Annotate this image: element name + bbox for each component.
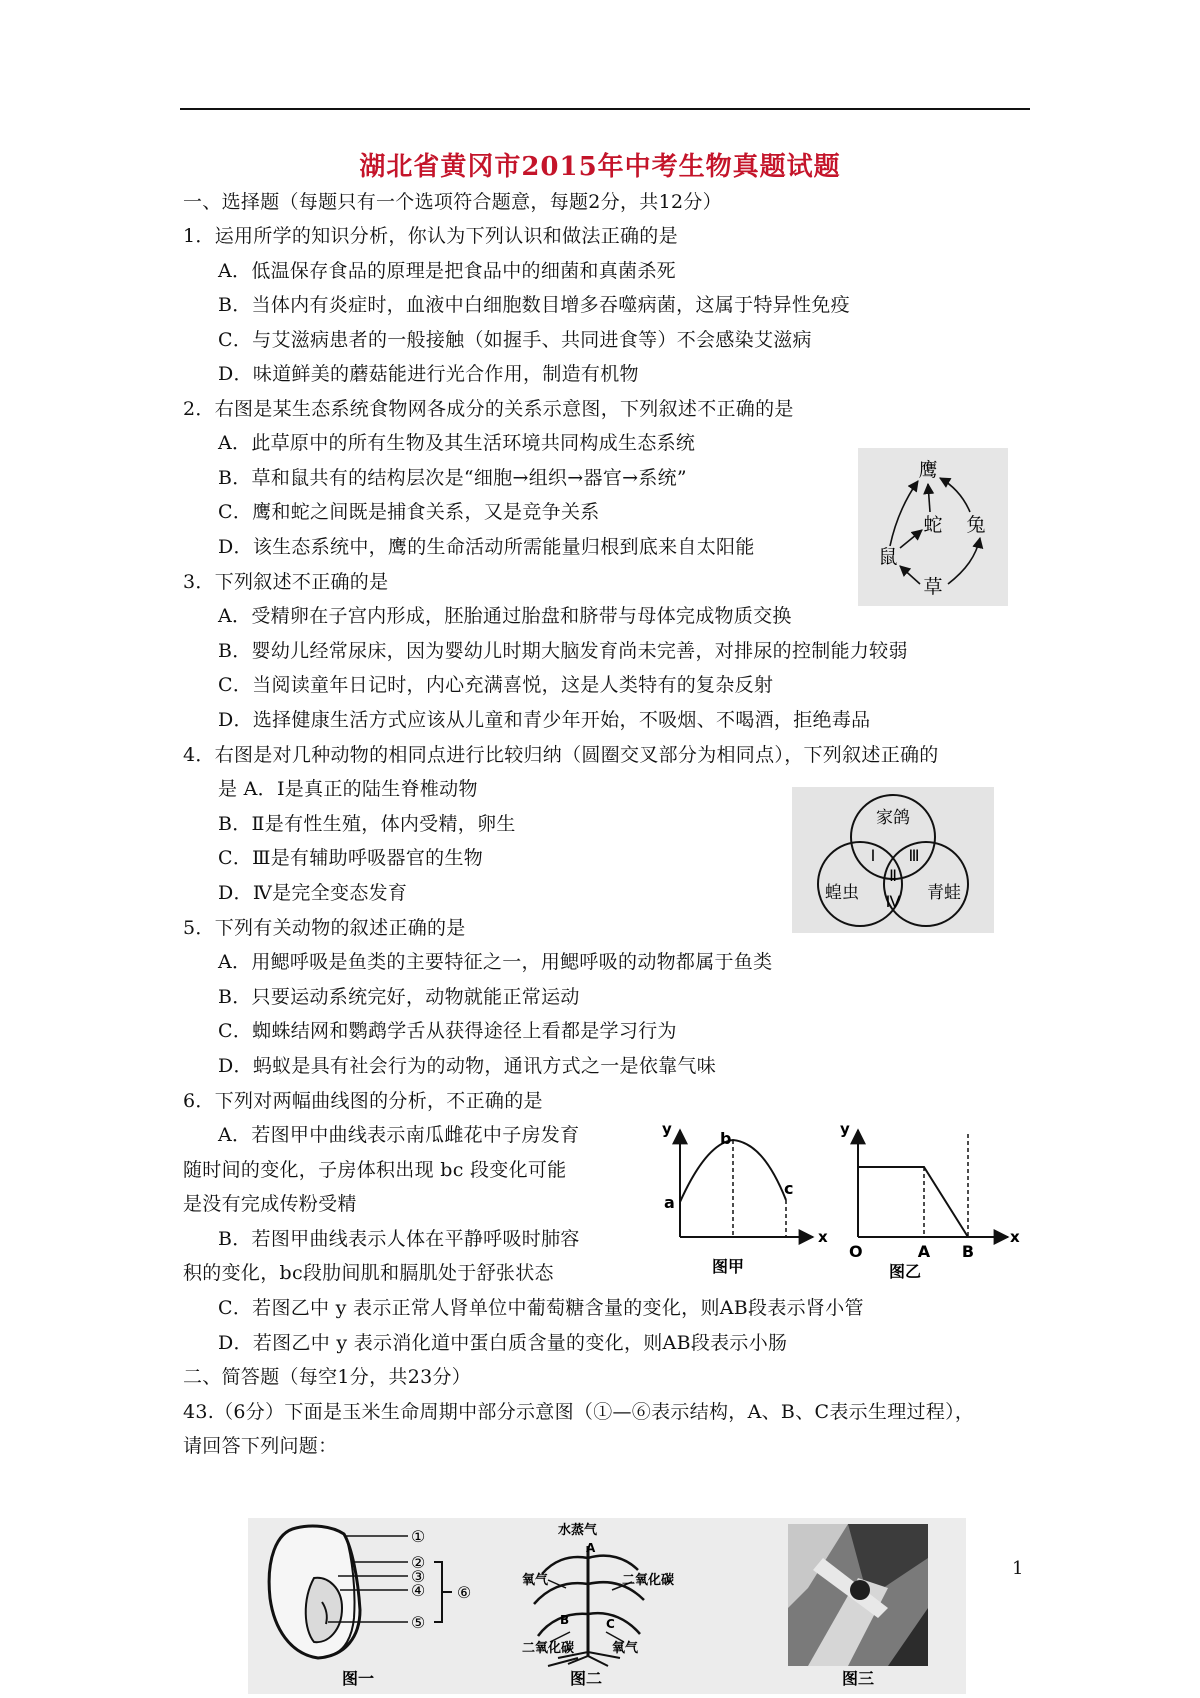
jia-x-label: x xyxy=(818,1228,828,1246)
fig3-caption: 图三 xyxy=(841,1669,875,1688)
fig2-oxygen-left: 氧气 xyxy=(522,1573,549,1588)
corn-figures xyxy=(248,1518,966,1694)
q3-stem: 3．下列叙述不正确的是 xyxy=(183,571,389,593)
node-mouse: 鼠 xyxy=(878,546,898,568)
jia-point-b: b xyxy=(720,1129,732,1148)
section-2-heading: 二、简答题（每空1分，共23分） xyxy=(183,1366,472,1388)
label-locust: 蝗虫 xyxy=(825,883,859,903)
fig2-label-a: A xyxy=(586,1541,596,1555)
label-frog: 青蛙 xyxy=(927,883,961,903)
jia-point-c: c xyxy=(784,1179,794,1198)
q5-stem: 5．下列有关动物的叙述正确的是 xyxy=(183,917,466,939)
region-i: Ⅰ xyxy=(870,846,876,865)
graph-yi xyxy=(840,1120,1020,1280)
fig2-label-c: C xyxy=(606,1617,615,1631)
fig2-co2-left: 二氧化碳 xyxy=(522,1641,575,1656)
fig3-corn-photo xyxy=(788,1524,928,1666)
q6-option-a-line2: 随时间的变化，子房体积出现 bc 段变化可能 xyxy=(183,1159,567,1181)
q4-option-d: D．Ⅳ是完全变态发育 xyxy=(218,882,408,904)
q2-option-b: B．草和鼠共有的结构层次是“细胞→组织→器官→系统” xyxy=(218,467,687,489)
q6-option-a-line1: A．若图甲中曲线表示南瓜雌花中子房发育 xyxy=(218,1124,580,1146)
q6-option-d: D．若图乙中 y 表示消化道中蛋白质含量的变化，则AB段表示小肠 xyxy=(218,1332,788,1354)
q3-option-c: C．当阅读童年日记时，内心充满喜悦，这是人类特有的复杂反射 xyxy=(218,674,774,696)
fig1-label-4: ④ xyxy=(410,1581,426,1600)
fig2-caption: 图二 xyxy=(569,1669,603,1688)
q1-option-a: A．低温保存食品的原理是把食品中的细菌和真菌杀死 xyxy=(218,260,676,282)
venn-figure xyxy=(792,787,994,933)
node-rabbit: 兔 xyxy=(966,514,986,536)
fig1-caption: 图一 xyxy=(341,1669,375,1688)
q43-stem-line1: 43.（6分）下面是玉米生命周期中部分示意图（①—⑥表示结构，A、B、C表示生理过程）， xyxy=(183,1401,975,1423)
node-snake: 蛇 xyxy=(923,514,943,536)
q2-option-a: A．此草原中的所有生物及其生活环境共同构成生态系统 xyxy=(218,432,696,454)
q5-option-a: A．用鳃呼吸是鱼类的主要特征之一，用鳃呼吸的动物都属于鱼类 xyxy=(218,951,773,973)
fig2-water-vapor: 水蒸气 xyxy=(558,1523,598,1538)
page-number: 1 xyxy=(1012,1558,1024,1579)
yi-y-label: y xyxy=(840,1120,850,1138)
yi-x-label: x xyxy=(1010,1228,1020,1246)
header-rule xyxy=(180,108,1030,110)
q2-stem: 2．右图是某生态系统食物网各成分的关系示意图，下列叙述不正确的是 xyxy=(183,398,794,420)
fig1-label-6: ⑥ xyxy=(456,1583,472,1602)
page-title: 湖北省黄冈市2015年中考生物真题试题 xyxy=(359,152,841,182)
jia-caption: 图甲 xyxy=(711,1257,745,1276)
q43-stem-line2: 请回答下列问题： xyxy=(183,1435,338,1457)
node-grass: 草 xyxy=(923,576,943,598)
fig1-label-5: ⑤ xyxy=(410,1613,426,1632)
fig2-oxygen-right: 氧气 xyxy=(612,1641,639,1656)
yi-b-label: B xyxy=(961,1242,975,1261)
fig1-label-3: ③ xyxy=(410,1567,426,1586)
q3-option-b: B．婴幼儿经常尿床，因为婴幼儿时期大脑发育尚未完善，对排尿的控制能力较弱 xyxy=(218,640,908,662)
section-1-heading: 一、选择题（每题只有一个选项符合题意，每题2分，共12分） xyxy=(183,191,722,213)
q3-option-a: A．受精卵在子宫内形成，胚胎通过胎盘和脐带与母体完成物质交换 xyxy=(218,605,792,627)
q5-option-c: C．蜘蛛结网和鹦鹉学舌从获得途径上看都是学习行为 xyxy=(218,1020,677,1042)
q5-option-b: B．只要运动系统完好，动物就能正常运动 xyxy=(218,986,580,1008)
yi-origin-label: O xyxy=(849,1242,863,1261)
q5-option-d: D．蚂蚁是具有社会行为的动物，通讯方式之一是依靠气味 xyxy=(218,1055,717,1077)
q3-option-d: D．选择健康生活方式应该从儿童和青少年开始，不吸烟、不喝酒，拒绝毒品 xyxy=(218,709,871,731)
fig1-label-1: ① xyxy=(410,1527,426,1546)
yi-a-label: A xyxy=(917,1242,931,1261)
q4-stem-option-a: 是 A．Ⅰ是真正的陆生脊椎动物 xyxy=(218,778,478,800)
q4-option-c: C．Ⅲ是有辅助呼吸器官的生物 xyxy=(218,847,484,869)
q6-option-b-line2: 积的变化，bc段肋间肌和膈肌处于舒张状态 xyxy=(183,1262,554,1284)
region-iv: Ⅳ xyxy=(885,892,901,911)
yi-caption: 图乙 xyxy=(888,1262,922,1280)
q6-option-a-line3: 是没有完成传粉受精 xyxy=(183,1193,357,1215)
fig2-co2-right: 二氧化碳 xyxy=(622,1573,675,1588)
q2-option-d: D．该生态系统中，鹰的生命活动所需能量归根到底来自太阳能 xyxy=(218,536,755,558)
q1-option-d: D．味道鲜美的蘑菇能进行光合作用，制造有机物 xyxy=(218,363,639,385)
fig1-label-2: ② xyxy=(410,1553,426,1572)
q4-stem: 4．右图是对几种动物的相同点进行比较归纳（圆圈交叉部分为相同点），下列叙述正确的 xyxy=(183,744,939,766)
region-ii: Ⅱ xyxy=(889,866,897,885)
q6-stem: 6．下列对两幅曲线图的分析，不正确的是 xyxy=(183,1090,543,1112)
graph-jia xyxy=(658,1120,833,1280)
q6-option-b-line1: B．若图甲曲线表示人体在平静呼吸时肺容 xyxy=(218,1228,580,1250)
q6-option-c: C．若图乙中 y 表示正常人肾单位中葡萄糖含量的变化，则AB段表示肾小管 xyxy=(218,1297,864,1319)
fig2-label-b: B xyxy=(560,1613,570,1627)
q1-option-c: C．与艾滋病患者的一般接触（如握手、共同进食等）不会感染艾滋病 xyxy=(218,329,812,351)
region-iii: Ⅲ xyxy=(908,846,920,865)
node-hawk: 鹰 xyxy=(918,459,938,481)
q2-option-c: C．鹰和蛇之间既是捕食关系，又是竞争关系 xyxy=(218,501,600,523)
jia-point-a: a xyxy=(664,1193,675,1212)
q1-option-b: B．当体内有炎症时，血液中白细胞数目增多吞噬病菌，这属于特异性免疫 xyxy=(218,294,850,316)
q4-option-b: B．Ⅱ是有性生殖，体内受精，卵生 xyxy=(218,813,516,835)
label-pigeon: 家鸽 xyxy=(876,808,910,828)
food-web-figure xyxy=(858,448,1008,606)
q1-stem: 1．运用所学的知识分析，你认为下列认识和做法正确的是 xyxy=(183,225,678,247)
jia-y-label: y xyxy=(662,1120,672,1138)
yi-curve xyxy=(858,1167,968,1237)
